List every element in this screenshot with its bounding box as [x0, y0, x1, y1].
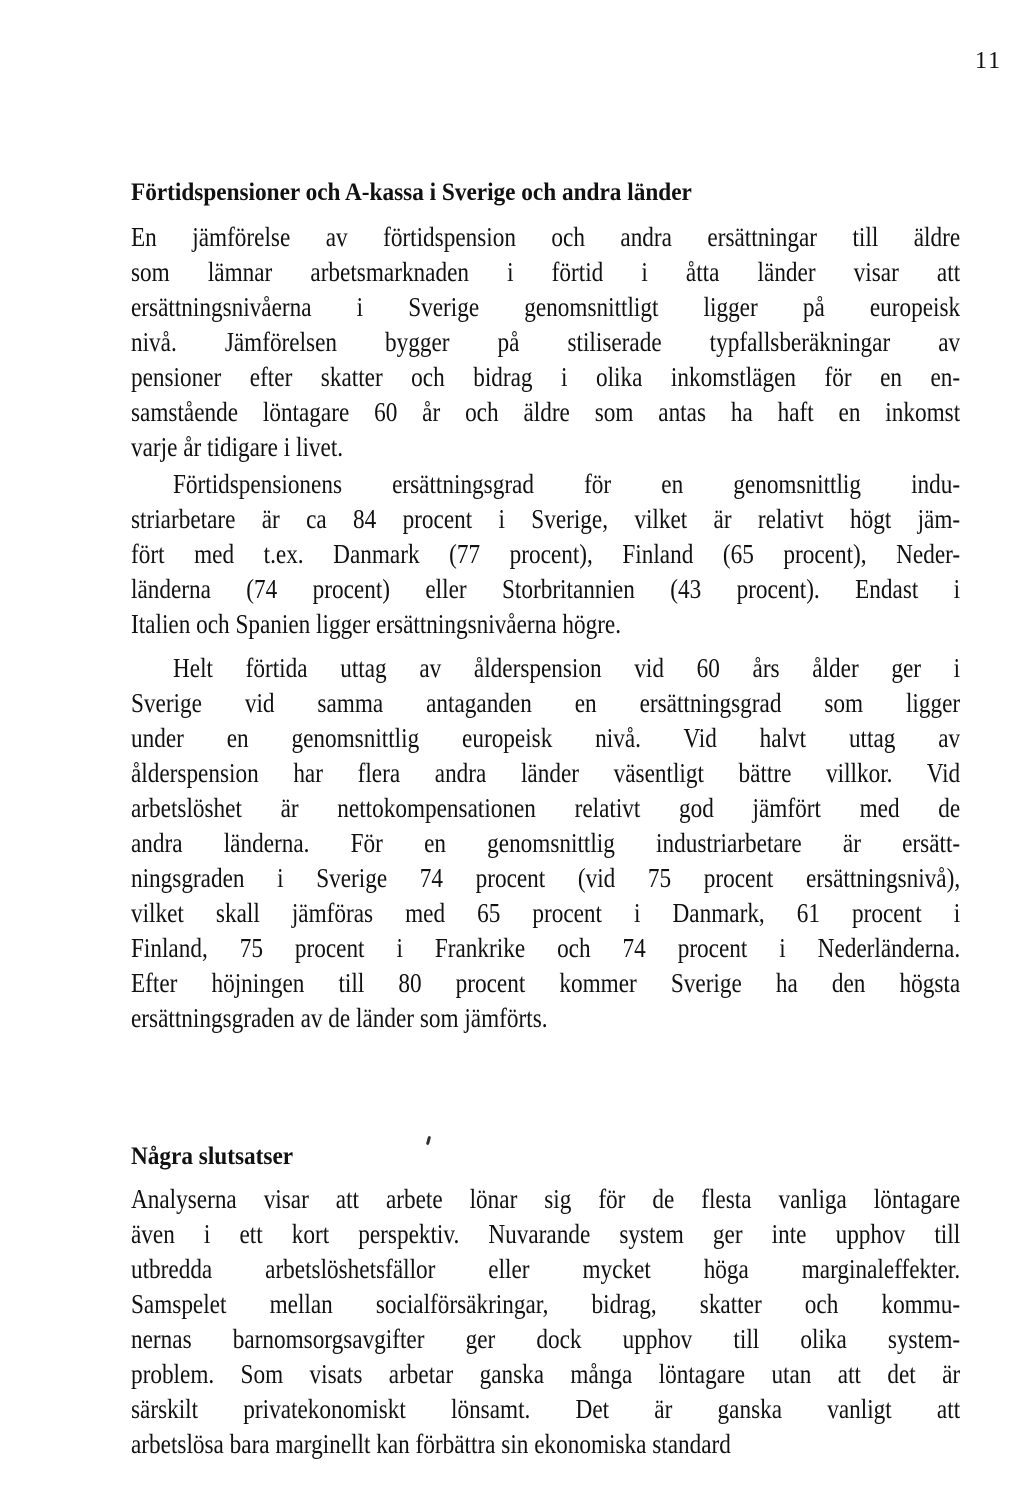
text-line-content: Samspelet mellan socialförsäkringar, bidrag, skatter och kommu- — [131, 1289, 960, 1319]
text-line-content: Italien och Spanien ligger ersättningsnivåerna högre. — [131, 609, 622, 639]
text-line — [131, 502, 960, 537]
scan-speck — [426, 1136, 431, 1145]
text-line — [131, 325, 960, 360]
text-line-content: ålderspension har flera andra länder väsentligt bättre villkor. Vid — [131, 758, 960, 788]
text-line-content: nernas barnomsorgsavgifter ger dock upphov till olika system- — [131, 1324, 960, 1354]
text-line-content: Analyserna visar att arbete lönar sig för de flesta vanliga löntagare — [131, 1184, 960, 1214]
page-number: 11 — [975, 48, 1003, 74]
text-line-content: arbetslösa bara marginellt kan förbättra sin ekonomiska standard — [131, 1429, 731, 1459]
text-line — [131, 1252, 960, 1287]
section-heading-fortidspensioner: Förtidspensioner och A-kassa i Sverige och andra länder — [131, 178, 692, 206]
text-line-content: ersättningsgraden av de länder som jämförts. — [131, 1003, 548, 1033]
text-line-content: Finland, 75 procent i Frankrike och 74 procent i Nederländerna. — [131, 933, 960, 963]
text-line — [131, 395, 960, 430]
text-line-content: utbredda arbetslöshetsfällor eller mycket höga marginaleffekter. — [131, 1254, 960, 1284]
text-line-content: Helt förtida uttag av ålderspension vid 60 års ålder ger i — [173, 653, 960, 683]
text-line — [131, 1182, 960, 1217]
text-line — [131, 607, 960, 642]
text-line — [131, 651, 960, 686]
text-line-content: nivå. Jämförelsen bygger på stiliserade typfallsberäkningar av — [131, 327, 960, 357]
text-line-content: samstående löntagare 60 år och äldre som antas ha haft en inkomst — [131, 397, 960, 427]
text-line — [131, 537, 960, 572]
text-line — [131, 1217, 960, 1252]
text-line-content: ningsgraden i Sverige 74 procent (vid 75 procent ersättningsnivå), — [131, 863, 960, 893]
text-line — [131, 1287, 960, 1322]
text-line-content: länderna (74 procent) eller Storbritannien (43 procent). Endast i — [131, 574, 960, 604]
paragraph-1 — [131, 220, 960, 465]
text-line-content: arbetslöshet är nettokompensationen relativt god jämfört med de — [131, 793, 960, 823]
text-line-content: striarbetare är ca 84 procent i Sverige, vilket är relativt högt jäm- — [131, 504, 960, 534]
section-heading-slutsatser: Några slutsatser — [131, 1142, 294, 1170]
text-line-content: Efter höjningen till 80 procent kommer Sverige ha den högsta — [131, 968, 960, 998]
text-line-content: Sverige vid samma antaganden en ersättningsgrad som ligger — [131, 688, 960, 718]
text-line — [131, 220, 960, 255]
text-line — [131, 1357, 960, 1392]
text-line — [131, 360, 960, 395]
text-line-content: under en genomsnittlig europeisk nivå. Vid halvt uttag av — [131, 723, 960, 753]
text-line — [131, 572, 960, 607]
text-line — [131, 1322, 960, 1357]
text-line-content: pensioner efter skatter och bidrag i olika inkomstlägen för en en- — [131, 362, 960, 392]
text-line — [131, 1392, 960, 1427]
text-line — [131, 966, 960, 1001]
text-line-content: problem. Som visats arbetar ganska många löntagare utan att det är — [131, 1359, 960, 1389]
text-line — [131, 826, 960, 861]
text-line-content: ersättningsnivåerna i Sverige genomsnittligt ligger på europeisk — [131, 292, 960, 322]
text-line-content: vilket skall jämföras med 65 procent i Danmark, 61 procent i — [131, 898, 960, 928]
text-line — [131, 467, 960, 502]
paragraph-2 — [131, 467, 960, 642]
paragraph-3 — [131, 651, 960, 1036]
paragraph-4 — [131, 1182, 960, 1462]
text-line — [131, 255, 960, 290]
text-line-content: varje år tidigare i livet. — [131, 432, 344, 462]
text-line-content: fört med t.ex. Danmark (77 procent), Finland (65 procent), Neder- — [131, 539, 960, 569]
text-line-content: även i ett kort perspektiv. Nuvarande system ger inte upphov till — [131, 1219, 960, 1249]
text-line — [131, 756, 960, 791]
text-line — [131, 1001, 960, 1036]
text-line-content: som lämnar arbetsmarknaden i förtid i åtta länder visar att — [131, 257, 960, 287]
text-line — [131, 290, 960, 325]
text-line-content: Förtidspensionens ersättningsgrad för en genomsnittlig indu- — [173, 469, 960, 499]
text-line — [131, 861, 960, 896]
text-line — [131, 931, 960, 966]
text-line — [131, 896, 960, 931]
text-line — [131, 430, 960, 465]
text-line — [131, 721, 960, 756]
text-line — [131, 686, 960, 721]
text-line-content: särskilt privatekonomiskt lönsamt. Det är ganska vanligt att — [131, 1394, 960, 1424]
text-line — [131, 1427, 960, 1462]
text-line-content: En jämförelse av förtidspension och andra ersättningar till äldre — [131, 222, 960, 252]
text-line — [131, 791, 960, 826]
text-line-content: andra länderna. För en genomsnittlig industriarbetare är ersätt- — [131, 828, 960, 858]
